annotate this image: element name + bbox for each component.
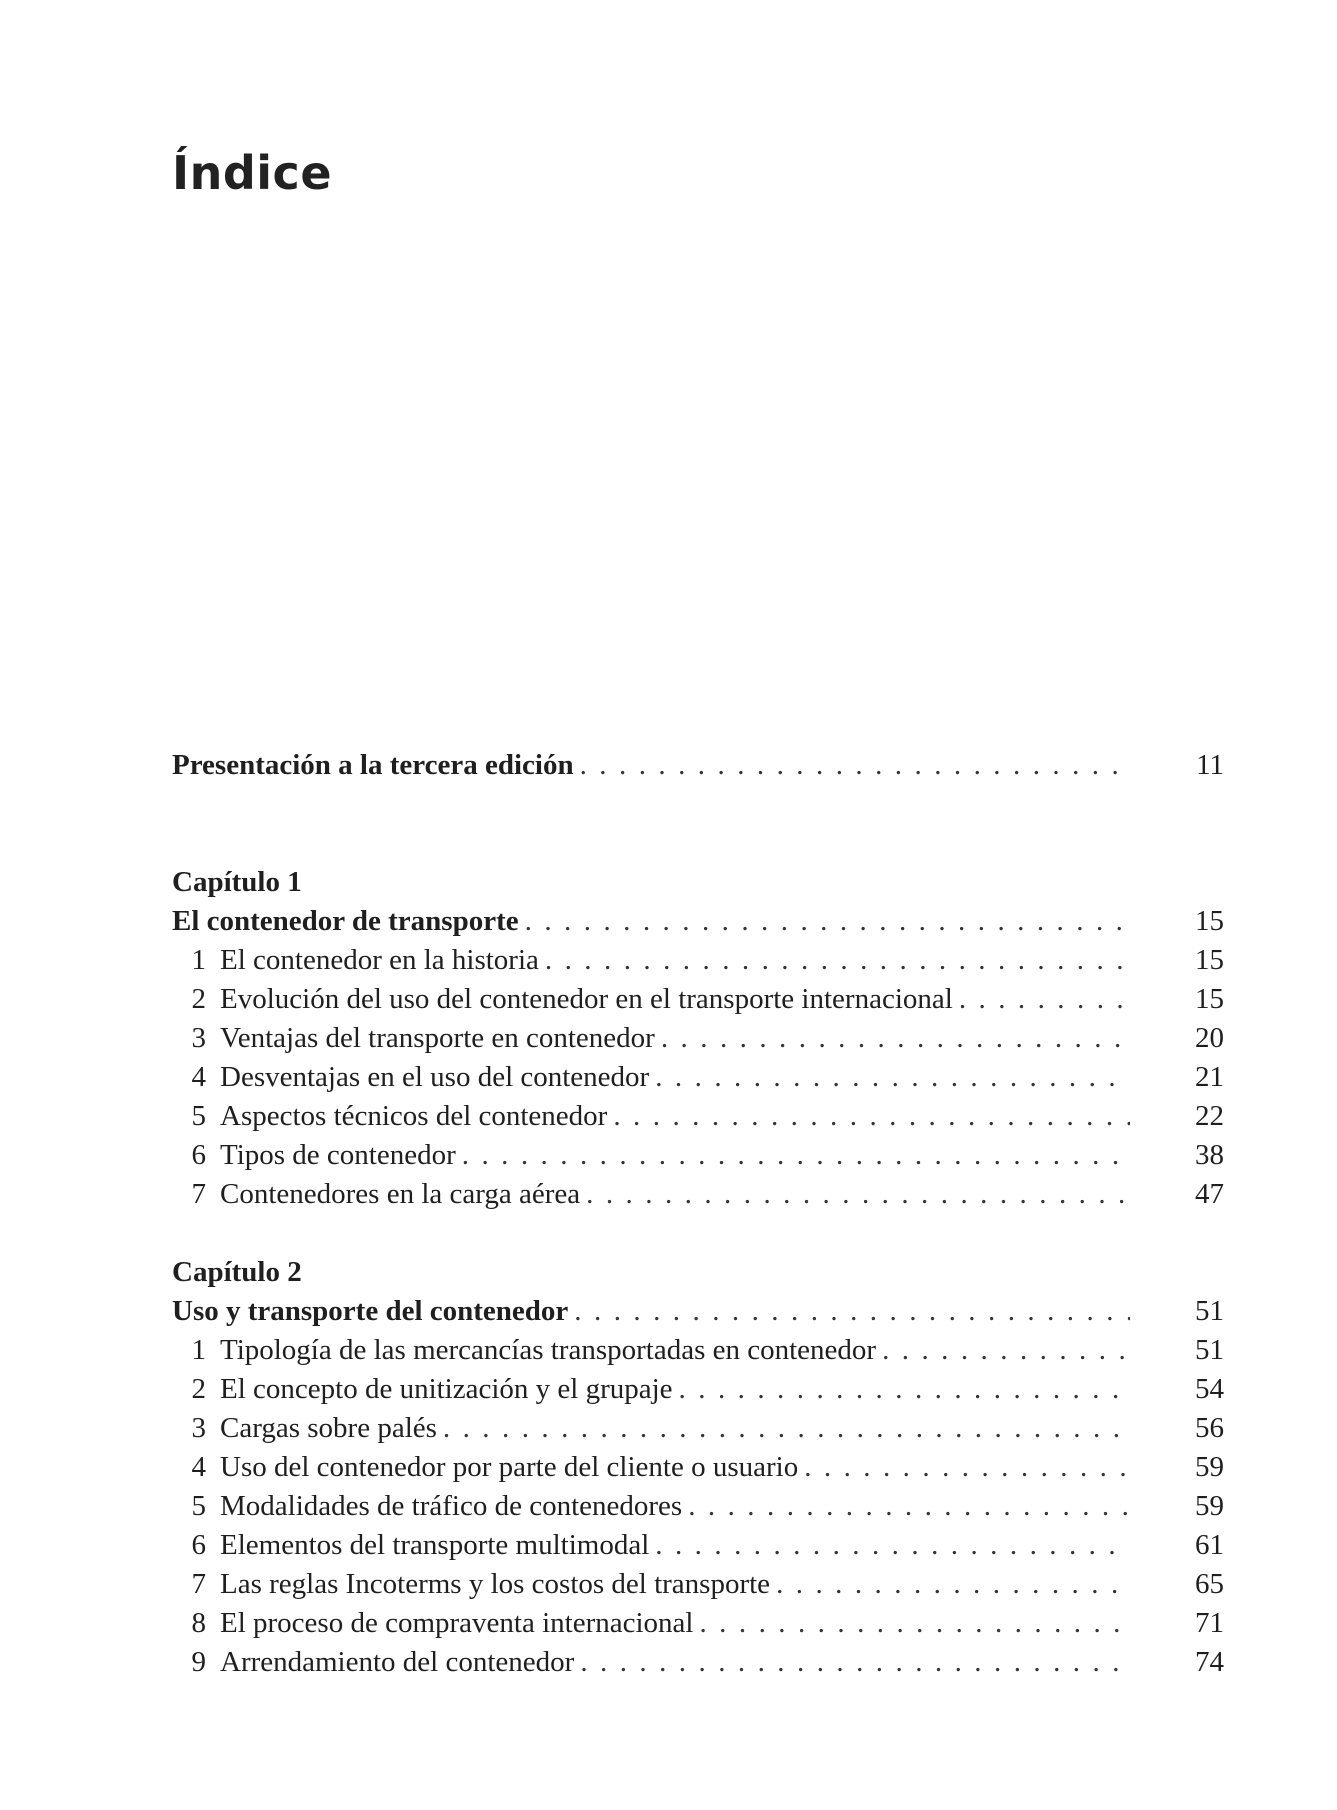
table-of-contents [172, 746, 1224, 1682]
section-number: 1 [191, 944, 206, 976]
dot-leader [443, 1409, 1130, 1448]
chapter-label: Capítulo 2 [172, 1256, 302, 1288]
toc-entry-title: Aspectos técnicos del contenedor [220, 1100, 608, 1132]
section-number: 6 [191, 1529, 206, 1561]
section-number: 9 [191, 1646, 206, 1678]
toc-entry-title: Evolución del uso del contenedor en el transporte internacional [220, 983, 953, 1015]
toc-page-number: 47 [1195, 1178, 1224, 1210]
toc-page-number: 51 [1195, 1334, 1224, 1366]
toc-entry-section[interactable] [172, 1370, 1224, 1409]
toc-page-number: 59 [1195, 1490, 1224, 1522]
toc-entry-title: Presentación a la tercera edición [172, 749, 574, 781]
dot-leader [574, 1292, 1130, 1331]
toc-entry-section[interactable] [172, 1526, 1224, 1565]
dot-leader [699, 1604, 1130, 1643]
toc-entry-section[interactable] [172, 941, 1224, 980]
toc-page-number: 56 [1195, 1412, 1224, 1444]
toc-entry-section[interactable] [172, 1058, 1224, 1097]
section-number: 8 [191, 1607, 206, 1639]
toc-page-number: 15 [1195, 983, 1224, 1015]
section-number: 5 [191, 1100, 206, 1132]
toc-page-number: 65 [1195, 1568, 1224, 1600]
chapter-label: Capítulo 1 [172, 866, 302, 898]
section-number: 1 [191, 1334, 206, 1366]
toc-page-number: 15 [1195, 944, 1224, 976]
toc-entry-title: Uso y transporte del contenedor [172, 1295, 569, 1327]
dot-leader [525, 902, 1130, 941]
toc-entry-title: Cargas sobre palés [220, 1412, 437, 1444]
toc-entry-section[interactable] [172, 1331, 1224, 1370]
toc-entry-title: El concepto de unitización y el grupaje [220, 1373, 673, 1405]
toc-page-number: 20 [1195, 1022, 1224, 1054]
section-number: 4 [191, 1451, 206, 1483]
toc-entry-chapter[interactable] [172, 902, 1224, 941]
dot-leader [661, 1019, 1130, 1058]
toc-entry-title: Arrendamiento del contenedor [220, 1646, 575, 1678]
toc-entry-section[interactable] [172, 1175, 1224, 1214]
chapter-block [172, 1253, 1224, 1682]
toc-entry-title: Tipos de contenedor [220, 1139, 456, 1171]
dot-leader [959, 980, 1130, 1019]
dot-leader [679, 1370, 1130, 1409]
section-number: 3 [191, 1022, 206, 1054]
toc-entry-title: Contenedores en la carga aérea [220, 1178, 581, 1210]
toc-entry-section[interactable] [172, 1097, 1224, 1136]
toc-entry-section[interactable] [172, 1448, 1224, 1487]
toc-page-number: 54 [1195, 1373, 1224, 1405]
section-number: 6 [191, 1139, 206, 1171]
dot-leader [586, 1175, 1130, 1214]
section-number: 2 [191, 1373, 206, 1405]
section-number: 2 [191, 983, 206, 1015]
toc-entry-title: El proceso de compraventa internacional [220, 1607, 694, 1639]
toc-page-number: 51 [1195, 1295, 1224, 1327]
dot-leader [462, 1136, 1130, 1175]
toc-entry-section[interactable] [172, 1019, 1224, 1058]
section-number: 3 [191, 1412, 206, 1444]
chapter-block [172, 863, 1224, 1214]
toc-page-number: 21 [1195, 1061, 1224, 1093]
toc-page-number: 22 [1195, 1100, 1224, 1132]
dot-leader [882, 1331, 1130, 1370]
dot-leader [655, 1058, 1130, 1097]
dot-leader [613, 1097, 1130, 1136]
toc-entry-section[interactable] [172, 1565, 1224, 1604]
toc-entry-title: Desventajas en el uso del contenedor [220, 1061, 650, 1093]
toc-entry-title: Tipología de las mercancías transportadas en contenedor [220, 1334, 877, 1366]
toc-entry-title: Uso del contenedor por parte del cliente o usuario [220, 1451, 799, 1483]
dot-leader [655, 1526, 1130, 1565]
toc-page-number: 38 [1195, 1139, 1224, 1171]
toc-entry-section[interactable] [172, 1604, 1224, 1643]
toc-entry-section[interactable] [172, 1487, 1224, 1526]
toc-entry-title: Modalidades de tráfico de contenedores [220, 1490, 683, 1522]
toc-page-number: 71 [1195, 1607, 1224, 1639]
toc-entry-title: El contenedor en la historia [220, 944, 539, 976]
dot-leader [580, 1643, 1130, 1682]
toc-entry-title: El contenedor de transporte [172, 905, 519, 937]
toc-entry-section[interactable] [172, 1136, 1224, 1175]
toc-page-number: 59 [1195, 1451, 1224, 1483]
toc-entry-section[interactable] [172, 1409, 1224, 1448]
toc-entry-preface[interactable] [172, 746, 1224, 785]
dot-leader [580, 746, 1130, 785]
toc-page-number: 61 [1195, 1529, 1224, 1561]
toc-entry-title: Ventajas del transporte en contenedor [220, 1022, 655, 1054]
dot-leader [688, 1487, 1130, 1526]
dot-leader [776, 1565, 1130, 1604]
page-title: Índice [172, 146, 333, 200]
toc-entry-title: Las reglas Incoterms y los costos del transporte [220, 1568, 771, 1600]
toc-page-number: 11 [1196, 749, 1224, 781]
toc-page-number: 15 [1195, 905, 1224, 937]
dot-leader [545, 941, 1130, 980]
toc-entry-section[interactable] [172, 980, 1224, 1019]
dot-leader [804, 1448, 1130, 1487]
toc-page-number: 74 [1195, 1646, 1224, 1678]
section-number: 4 [191, 1061, 206, 1093]
toc-entry-section[interactable] [172, 1643, 1224, 1682]
section-number: 7 [191, 1178, 206, 1210]
section-number: 7 [191, 1568, 206, 1600]
section-number: 5 [191, 1490, 206, 1522]
toc-entry-chapter[interactable] [172, 1292, 1224, 1331]
toc-entry-title: Elementos del transporte multimodal [220, 1529, 650, 1561]
